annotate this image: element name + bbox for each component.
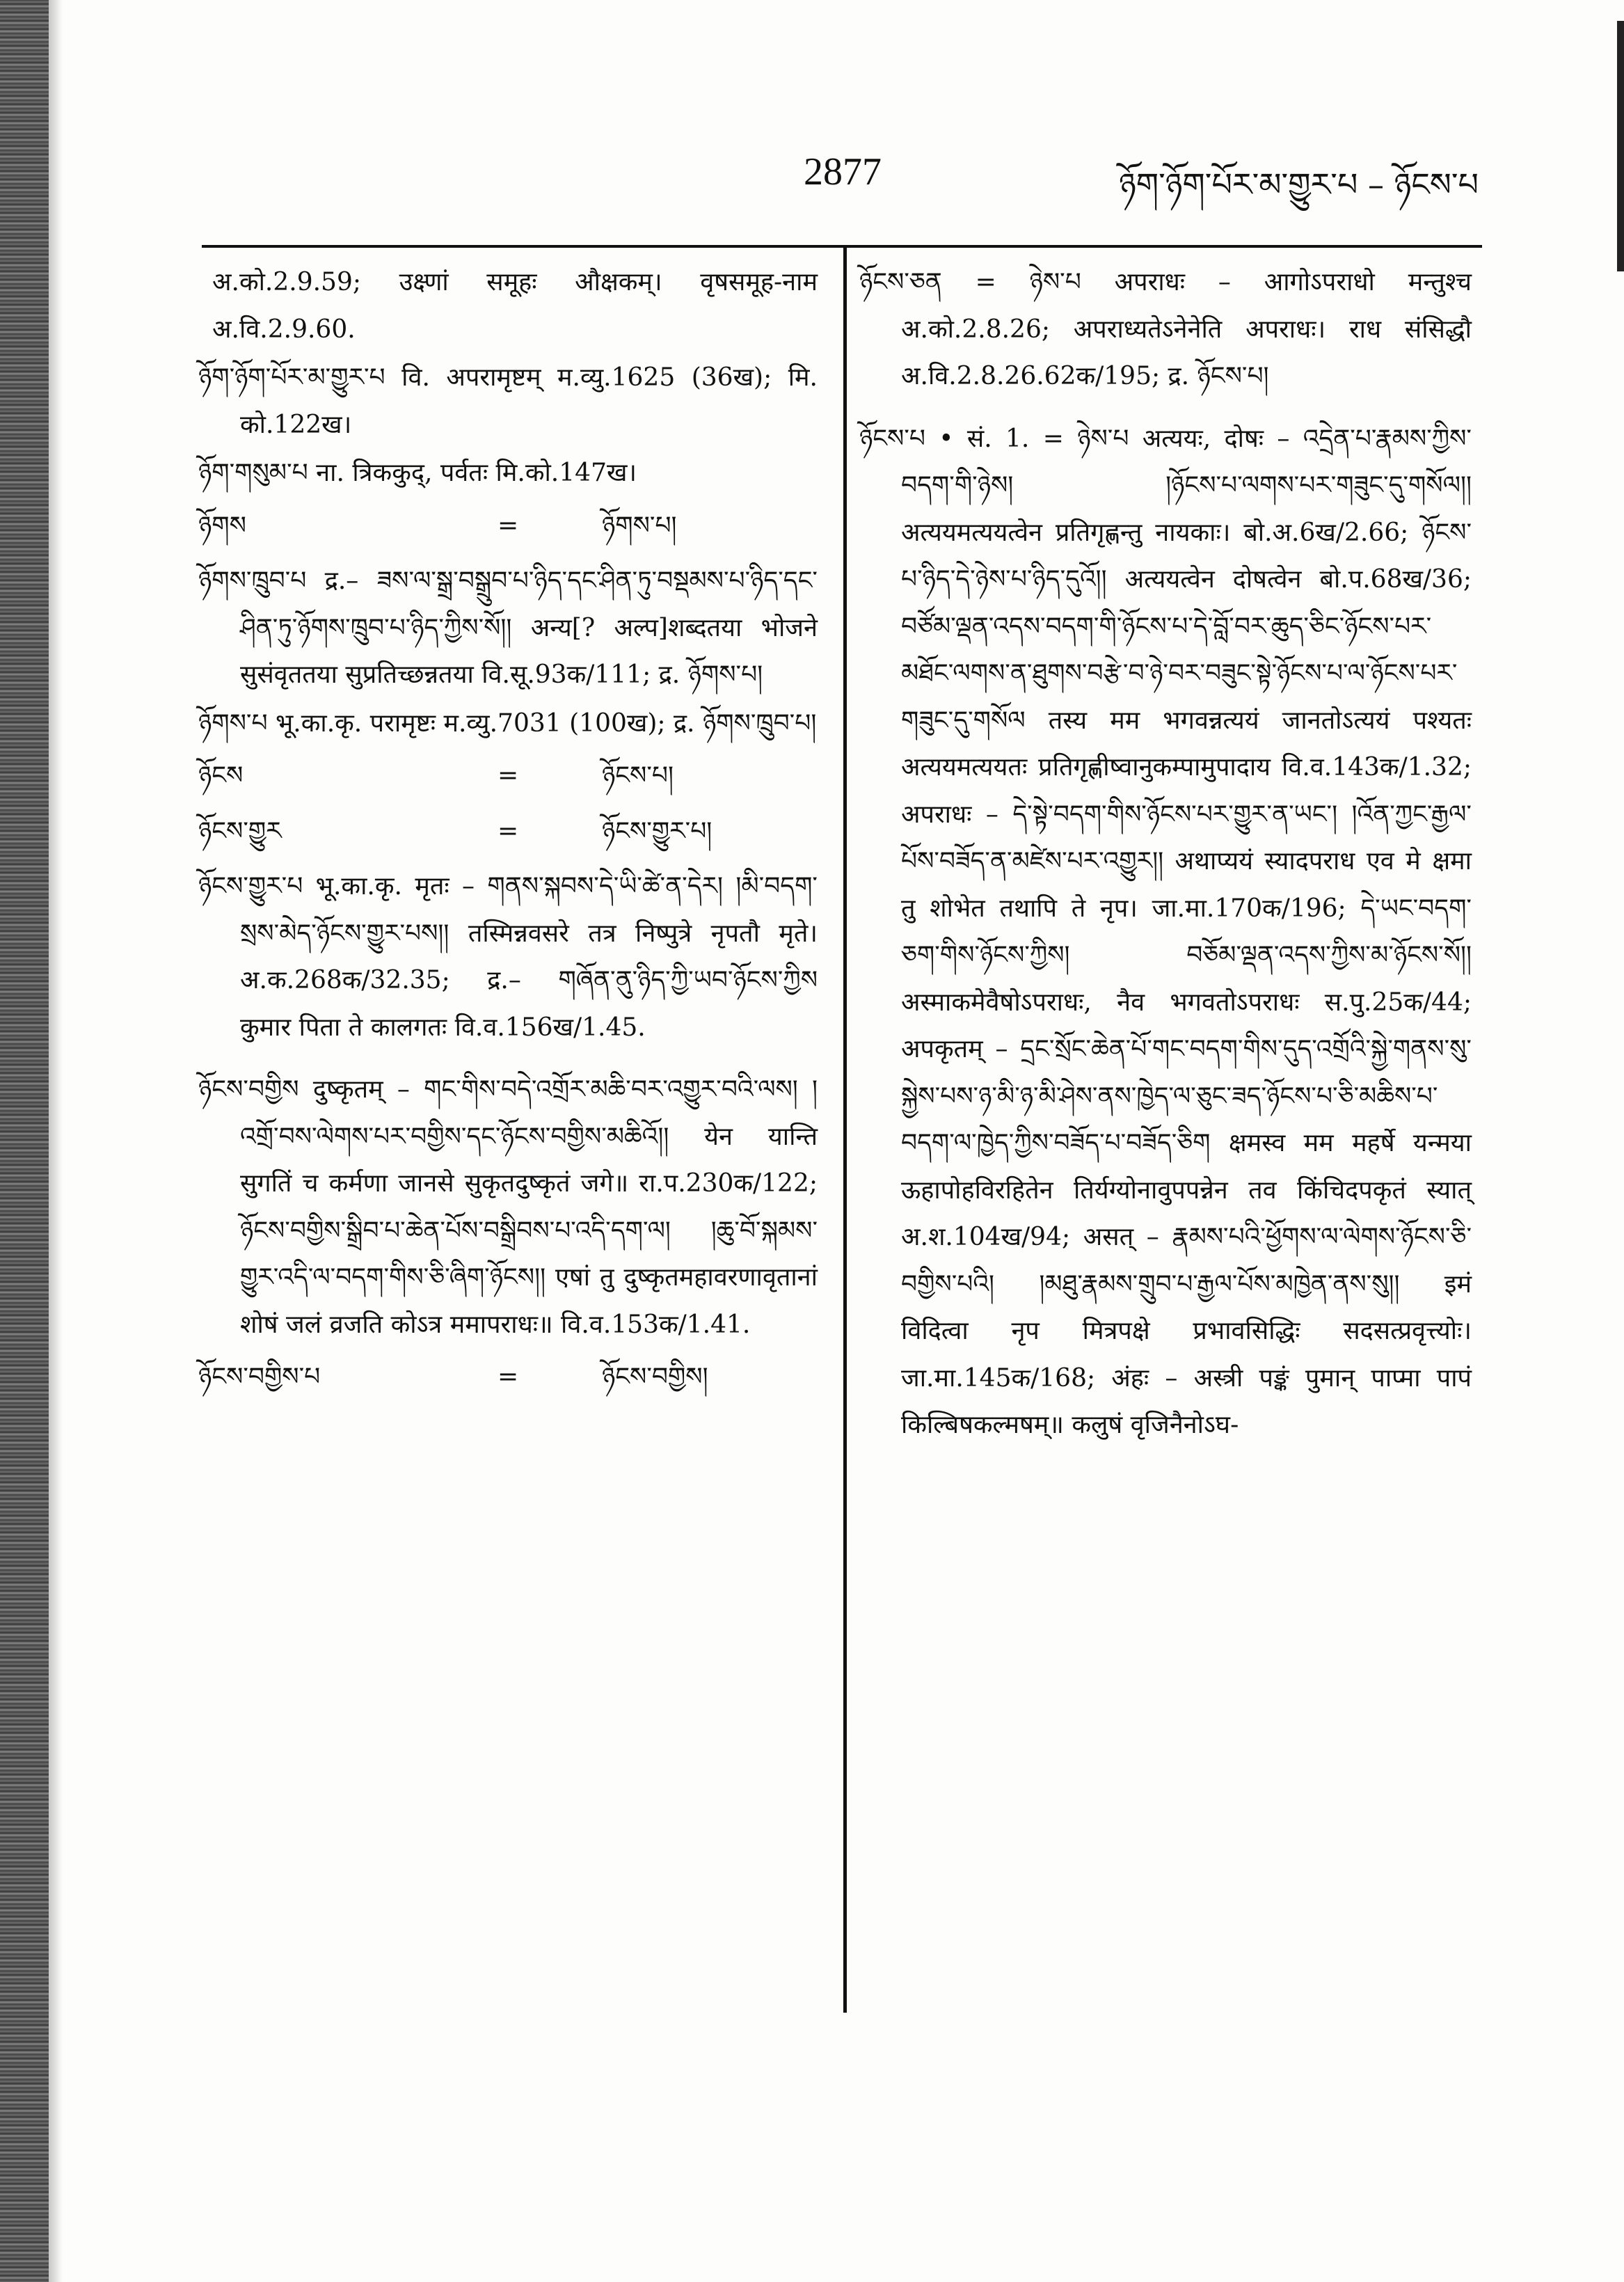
cross-reference-entry: [198, 1354, 818, 1401]
equals-sign: =: [497, 816, 519, 846]
reference-target: ཉོགས་པ།: [602, 511, 677, 540]
equals-sign: =: [497, 1363, 519, 1391]
dictionary-entry: ཉོངས་པ • सं. 1. = ཉེས་པ अत्ययः, दोषः – འདྲེན་པ་རྣམས་ཀྱིས་བདག་གི་ཉེས། །ཉོངས་པ་ལགས་པར་གཟུང་དུ་གསོལ།། अत्ययमत्ययत्वेन प्रतिगृह्णन्तु नायकाः। बो.अ.6ख/2.66; ཉོངས་པ་ཉིད་དེ་ཉེས་པ་ཉིད་དུའོ།། अत्ययत्वेन दोषत्वेन बो.प.68ख/36; བཙོམ་ལྡན་འདས་བདག་གི་ཉོངས་པ་དེ་བློ་བར་ཆུད་ཅིང་ཉོངས་པར་མཐོང་ལགས་ན་ཐུགས་བརྩེ་བ་ཉེ་བར་བཟུང་སྟེ་ཉོངས་པ་ལ་ཉོངས་པར་གཟུང་དུ་གསོལ तस्य मम भगवन्नत्ययं जानतोऽत्ययं पश्यतः अत्ययमत्ययतः प्रतिगृह्णीष्वानुकम्पामुपादाय वि.व.143क/1.32; अपराधः – དེ་སྟེ་བདག་གིས་ཉོངས་པར་གྱུར་ན་ཡང་། །འོན་ཀྱང་རྒྱལ་པོས་བཟོད་ན་མཛེས་པར་འགྱུར།། अथाप्ययं स्यादपराध एव मे क्षमा तु शोभेत तथापि ते नृप। जा.मा.170क/196; དེ་ཡང་བདག་ཅག་གིས་ཉོངས་ཀྱིས། བཅོམ་ལྡན་འདས་ཀྱིས་མ་ཉོངས་སོ།། अस्माकमेवैषोऽपराधः, नैव भगवतोऽपराधः स.पु.25क/44; अपकृतम् – དྲང་སྲོང་ཆེན་པོ་གང་བདག་གིས་དུད་འགྲོའི་སྐྱེ་གནས་སུ་སྐྱེས་པས་ཉ་མི་ཉ་མི་ཤེས་ནས་ཁྱེད་ལ་ཅུང་ཟད་ཉོངས་པ་ཅི་མཆིས་པ་བདག་ལ་ཁྱེད་ཀྱིས་བཟོད་པ་བཟོད་ཅིག क्षमस्व मम महर्षे यन्मया ऊहापोहविरहितेन तिर्यग्योनावुपपन्नेन तव किंचिदपकृतं स्यात् अ.श.104ख/94; असत् – རྣམས་པའི་ཕྱོགས་ལ་ལེགས་ཉོངས་ཅི་བགྱིས་པའི། །མཐུ་རྣམས་གྲུབ་པ་རྒྱལ་པོས་མཁྱེན་ནས་སུ།། इमं विदित्वा नृप मित्रपक्षे प्रभावसिद्धिः सदसत्प्रवृत्त्योः। जा.मा.145क/168; अंहः – अस्त्री पङ्कं पुमान् पाप्मा पापं किल्बिषकल्मषम्॥ कलुषं वृजिनैनोऽघ-: [859, 424, 1472, 1439]
equals-sign: =: [497, 511, 519, 540]
running-head: ཉོག་ཉོག་པོར་མ་གྱུར་པ – ཉོངས་པ: [1119, 166, 1479, 203]
dictionary-entry: ཉོངས་ཅན = ཉེས་པ अपराधः – आगोऽपराधो मन्तुश्च अ.को.2.8.26; अपराध्यतेऽनेनेति अपराधः। राध संसिद्धौ अ.वि.2.8.26.62क/195; द्र. ཉོངས་པ།: [859, 268, 1472, 390]
headword: ཉོངས་གྱུར: [198, 816, 282, 846]
headword: ཉོངས: [198, 761, 244, 790]
cross-reference-entry: [198, 752, 818, 800]
reference-target: ཉོངས་པ།: [602, 761, 674, 790]
dictionary-entry: ཉོགས་ཁྲུབ་པ द्र.– ཟས་ལ་སྒྲ་བསྒྲུབ་པ་ཉིད་དང་ཤིན་ཏུ་བསྡམས་པ་ཉིད་དང་ཤིན་ཏུ་ཉོགས་ཁྲུབ་པ་ཉིད་ཀྱིས་སོ།། अन्य[? अल्प]शब्दतया भोजने सुसंवृततया सुप्रतिच्छन्नतया वि.सू.93क/111; द्र. ཉོགས་པ།: [198, 566, 818, 689]
dictionary-entry: ཉོག་གསུམ་པ ना. त्रिककुद्, पर्वतः मि.को.147ख।: [198, 459, 637, 487]
scan-edge-mark: [1617, 21, 1624, 271]
header-rule: [202, 245, 1482, 248]
entry-continuation: अ.को.2.9.59; उक्ष्णां समूहः औक्षकम्। वृषसमूह-नाम अ.वि.2.9.60.: [212, 268, 818, 344]
column-divider: [843, 245, 847, 2013]
reference-target: ཉོངས་གྱུར་པ།: [602, 816, 713, 846]
cross-reference-entry: [198, 808, 818, 855]
dictionary-entry: ཉོག་ཉོག་པོར་མ་གྱུར་པ वि. अपरामृष्टम् म.व्यु.1625 (36ख); मि. को.122ख।: [198, 363, 818, 439]
headword: ཉོངས་བགྱིས་པ: [198, 1363, 321, 1391]
headword: ཉོགས: [198, 511, 246, 540]
page-number: 2877: [804, 150, 882, 193]
left-column: [198, 259, 818, 1409]
dictionary-entry: ཉོགས་པ भू.का.कृ. परामृष्टः म.व्यु.7031 (100ख); द्र. ཉོགས་ཁྲུབ་པ།: [198, 708, 817, 738]
scan-edge-shadow: [0, 0, 49, 2282]
equals-sign: =: [497, 761, 519, 790]
reference-target: ཉོངས་བགྱིས།: [602, 1363, 708, 1391]
dictionary-entry: ཉོངས་བགྱིས दुष्कृतम् – གང་གིས་བདེ་འགྲོར་མཆི་བར་འགྱུར་བའི་ལས། །འགྲོ་བས་ལེགས་པར་བགྱིས་དང་ཉོངས་བགྱིས་མཆིའོ།། येन यान्ति सुगतिं च कर्मणा जानसे सुकृतदुष्कृतं जगे॥ रा.प.230क/122; ཉོངས་བགྱིས་སྒྲིབ་པ་ཆེན་པོས་བསྒྲིབས་པ་འདི་དག་ལ། །ཆུ་བོ་སྐམས་གྱུར་འདི་ལ་བདག་གིས་ཅི་ཞིག་ཉོངས།། एषां तु दुष्कृतमहावरणावृतानां शोषं जलं व्रजति कोऽत्र ममापराधः॥ वि.व.153क/1.41.: [198, 1075, 818, 1339]
cross-reference-entry: [198, 502, 818, 550]
right-column: [859, 259, 1472, 1450]
dictionary-entry: ཉོངས་གྱུར་པ भू.का.कृ. मृतः – གནས་སྐབས་དེ་ཡི་ཚེ་ན་དེར། །མི་བདག་སྲས་མེད་ཉོངས་གྱུར་པས།། तस्मिन्नवसरे तत्र निष्पुत्रे नृपतौ मृते। अ.क.268क/32.35; द्र.– གཞོན་ནུ་ཉིད་ཀྱི་ཡབ་ཉོངས་ཀྱིས कुमार पिता ते कालगतः वि.व.156ख/1.45.: [198, 872, 818, 1042]
